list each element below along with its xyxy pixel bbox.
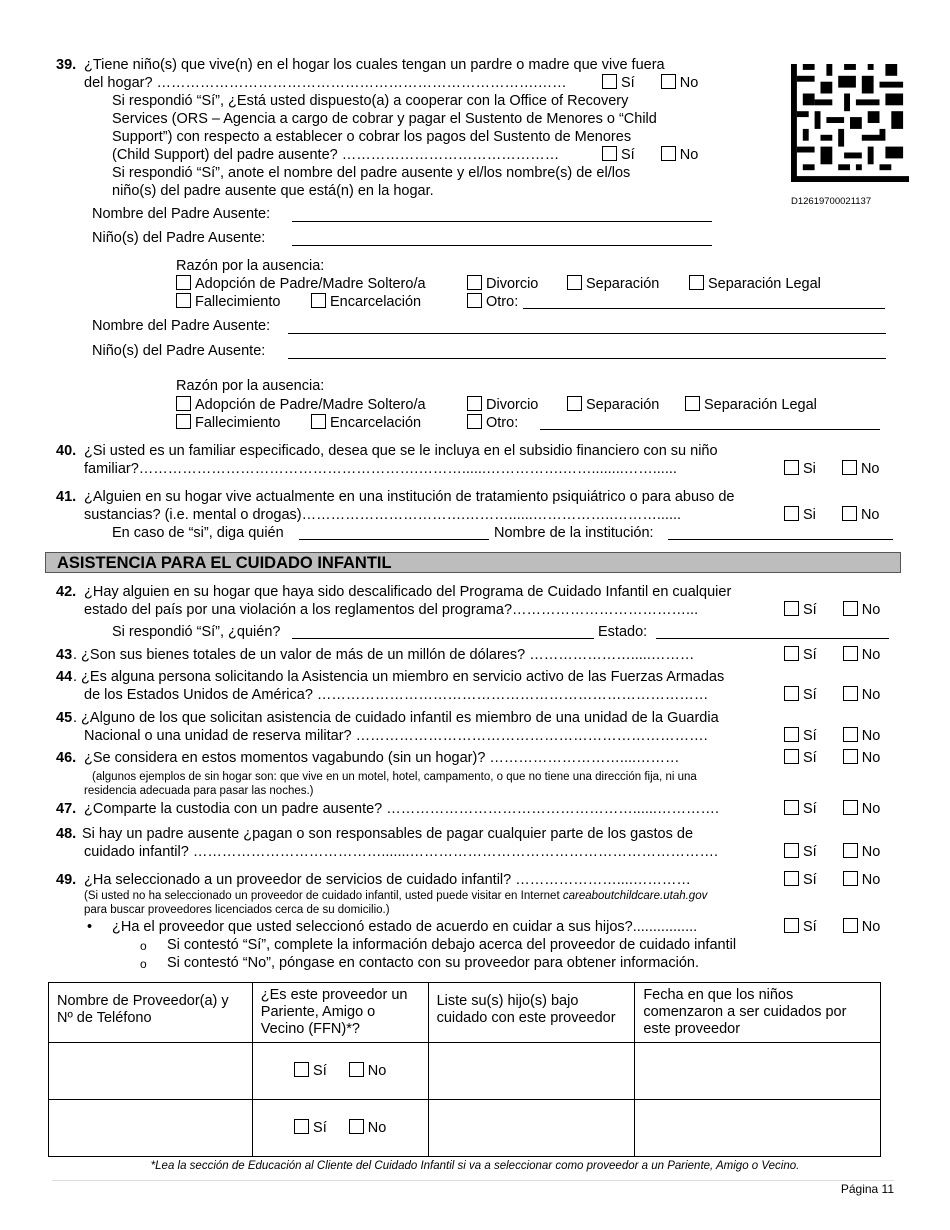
- reason-separation-label-2: Separación: [586, 397, 660, 413]
- q48-no-checkbox[interactable]: [843, 843, 858, 858]
- q41-number: 41.: [56, 489, 77, 505]
- reason-adoption-checkbox-2[interactable]: [176, 396, 191, 411]
- q49-bullet-text: ¿Ha el proveedor que usted seleccionó estado de acuerdo en cuidar a sus hijos?................: [112, 919, 698, 935]
- q40-line1: ¿Si usted es un familiar especificado, desea que se le incluya en el subsidio financiero con su niño: [84, 443, 718, 459]
- reason-death-1: [176, 293, 280, 311]
- reason-incarceration-checkbox-1[interactable]: [311, 293, 326, 308]
- q39-cooperate-no-label: No: [679, 147, 699, 163]
- ffn-yes-label-1: Sí: [313, 1063, 327, 1079]
- reason-divorce-label-1: Divorcio: [486, 276, 539, 292]
- q40-yes-no: [784, 460, 879, 478]
- header-provider-name: [49, 983, 253, 1043]
- q39-sub4: (Child Support) del padre ausente? ………………………………………: [112, 147, 560, 163]
- reason-other-field-2[interactable]: [540, 429, 880, 430]
- q42-no-label: No: [861, 602, 881, 618]
- q49-sub2: Si contestó “No”, póngase en contacto con su proveedor para obtener información.: [167, 955, 699, 971]
- header-start-date: [635, 983, 881, 1043]
- header-children: [428, 983, 635, 1043]
- q39-cooperate-no-checkbox[interactable]: [661, 146, 676, 161]
- q46-note2: residencia adecuada para pasar las noches.): [84, 785, 314, 797]
- absence-reason-label-1: Razón por la ausencia:: [176, 258, 325, 274]
- q40-yes-label: Si: [803, 461, 816, 477]
- q46-yes-label: Sí: [803, 750, 817, 766]
- reason-other-field-1[interactable]: [523, 308, 885, 309]
- reason-divorce-1: [467, 275, 538, 293]
- reason-incarceration-checkbox-2[interactable]: [311, 414, 326, 429]
- reason-other-2: [467, 414, 518, 432]
- reason-separation-2: [567, 396, 659, 414]
- section-title: ASISTENCIA PARA EL CUIDADO INFANTIL: [57, 554, 392, 572]
- absent-parent-children-label-2: Niño(s) del Padre Ausente:: [92, 343, 266, 359]
- reason-legal-separation-label-1: Separación Legal: [708, 276, 821, 292]
- q49-sub1: Si contestó “Sí”, complete la información debajo acerca del proveedor de cuidado infantil: [167, 937, 737, 953]
- reason-incarceration-label-2: Encarcelación: [330, 415, 422, 431]
- q43-no-checkbox[interactable]: [843, 646, 858, 661]
- q48-line1: Si hay un padre ausente ¿pagan o son responsables de pagar cualquier parte de los gastos de: [82, 826, 694, 842]
- ffn-yes-checkbox-1[interactable]: [294, 1062, 309, 1077]
- q42-who-field[interactable]: [292, 638, 594, 639]
- absent-parent-name-field-2[interactable]: [288, 333, 886, 334]
- q46-no-checkbox[interactable]: [843, 749, 858, 764]
- reason-other-1: [467, 293, 518, 311]
- q43-yes-no: [784, 646, 880, 664]
- reason-adoption-label-1: Adopción de Padre/Madre Soltero/a: [195, 276, 426, 292]
- q47-yes-label: Sí: [803, 801, 817, 817]
- q41-line1: ¿Alguien en su hogar vive actualmente en una institución de tratamiento psiquiátrico o para abuso de: [84, 489, 735, 505]
- q39-yes-no: [602, 74, 698, 92]
- q49-bullet-no-label: No: [861, 919, 881, 935]
- absent-parent-children-field-2[interactable]: [288, 358, 886, 359]
- header-children-text: Liste su(s) hijo(s) bajo cuidado con este proveedor: [436, 993, 616, 1026]
- provider-name-cell-1[interactable]: [49, 1043, 253, 1100]
- q41-yes-checkbox[interactable]: [784, 506, 799, 521]
- absent-parent-children-label-1: Niño(s) del Padre Ausente:: [92, 230, 266, 246]
- q48-yes-no: [784, 843, 880, 861]
- q41-yes-no: [784, 506, 879, 524]
- q43-number: 43: [56, 647, 73, 663]
- q49-sub1-marker: o: [140, 939, 147, 953]
- q39-number: 39.: [56, 57, 77, 73]
- q42-state-field[interactable]: [656, 638, 889, 639]
- start-date-cell-1[interactable]: [635, 1043, 881, 1100]
- reason-legal-separation-label-2: Separación Legal: [704, 397, 817, 413]
- q49-sub2-marker: o: [140, 957, 147, 971]
- q39-cooperate-yes-label: Sí: [621, 147, 635, 163]
- q39-no-checkbox[interactable]: [661, 74, 676, 89]
- q39-no-label: No: [679, 75, 699, 91]
- absence-reasons-row1-2: [176, 396, 426, 414]
- ffn-cell-1: [252, 1043, 428, 1100]
- q47-no-checkbox[interactable]: [843, 800, 858, 815]
- q49-number: 49.: [56, 872, 77, 888]
- q42-yes-checkbox[interactable]: [784, 601, 799, 616]
- q42-yes-label: Sí: [803, 602, 817, 618]
- q49-bullet-yes-no: [784, 918, 880, 936]
- header-start-date-text: Fecha en que los niños comenzaron a ser cuidados por este proveedor: [643, 987, 847, 1037]
- q42-number: 42.: [56, 584, 77, 600]
- q46-yes-checkbox[interactable]: [784, 749, 799, 764]
- absent-parent-name-label-1: Nombre del Padre Ausente:: [92, 206, 271, 222]
- q39-line1: ¿Tiene niño(s) que vive(n) en el hogar los cuales tengan un pardre o madre que vive fuera: [84, 57, 665, 73]
- reason-incarceration-2: [311, 414, 421, 432]
- q43-yes-label: Sí: [803, 647, 817, 663]
- q45-no-checkbox[interactable]: [843, 727, 858, 742]
- q49-no-label: No: [861, 872, 881, 888]
- q42-no-checkbox[interactable]: [843, 601, 858, 616]
- ffn-no-label-2: No: [367, 1120, 387, 1136]
- q49-text: ¿Ha seleccionado a un proveedor de servicios de cuidado infantil? …………………....…………: [84, 872, 691, 888]
- q41-institution-field[interactable]: [668, 539, 893, 540]
- q43-text: . ¿Son sus bienes totales de un valor de más de un millón de dólares? ………………….....………: [73, 647, 695, 663]
- q45-number: 45: [56, 710, 73, 726]
- absence-reason-label-2: Razón por la ausencia:: [176, 378, 325, 394]
- provider-name-cell-2[interactable]: [49, 1100, 253, 1157]
- q49-yes-label: Sí: [803, 872, 817, 888]
- q48-line2: cuidado infantil? ………………………………….......……………………………………………………….: [84, 844, 719, 860]
- footnote: *Lea la sección de Educación al Cliente del Cuidado Infantil si va a seleccionar como proveedor a un Pariente, Amigo o Vecino.: [150, 1160, 800, 1172]
- q45-line1: . ¿Alguno de los que solicitan asistencia de cuidado infantil es miembro de una unidad de la Guardia: [73, 710, 719, 726]
- q39-line2: del hogar? …………………………………………………………………….……: [84, 75, 567, 91]
- reason-death-label-1: Fallecimiento: [195, 294, 281, 310]
- q49-yes-no: [784, 871, 880, 889]
- absent-parent-name-label-2: Nombre del Padre Ausente:: [92, 318, 271, 334]
- q49-note1-text: (Si usted no ha seleccionado un proveedor de cuidado infantil, usted puede visitar en Internet: [84, 890, 563, 902]
- absent-parent-children-field-1[interactable]: [292, 245, 712, 246]
- q40-no-label: No: [860, 461, 880, 477]
- q48-yes-label: Sí: [803, 844, 817, 860]
- q48-number: 48.: [56, 826, 77, 842]
- section-header-childcare: [45, 552, 901, 573]
- reason-death-checkbox-2[interactable]: [176, 414, 191, 429]
- q43-yes-checkbox[interactable]: [784, 646, 799, 661]
- header-ffn-text: ¿Es este proveedor un Pariente, Amigo o Vecino (FFN)*?: [260, 987, 408, 1037]
- ffn-yes-checkbox-2[interactable]: [294, 1119, 309, 1134]
- q41-no-checkbox[interactable]: [842, 506, 857, 521]
- q46-no-label: No: [861, 750, 881, 766]
- q39-sub6: niño(s) del padre ausente que está(n) en la hogar.: [112, 183, 434, 199]
- q41-who-field[interactable]: [299, 539, 489, 540]
- q42-yes-no: [784, 601, 880, 619]
- reason-death-2: [176, 414, 280, 432]
- q46-number: 46.: [56, 750, 77, 766]
- q49-bullet-no-checkbox[interactable]: [843, 918, 858, 933]
- reason-incarceration-1: [311, 293, 421, 311]
- q46-text: ¿Se considera en estos momentos vagabundo (sin un hogar)? ………………………....………: [84, 750, 680, 766]
- table-row: [49, 1100, 881, 1157]
- q39-cooperate-yes-no: [602, 146, 698, 164]
- reason-legal-separation-1: [689, 275, 821, 293]
- q40-line2: familiar?………………………………………………….………......…………….……........……......: [84, 461, 677, 477]
- q39-sub1: Si respondió “Sí”, ¿Está usted dispuesto(a) a cooperar con la Office of Recovery: [112, 93, 629, 109]
- provider-table: [48, 982, 881, 1157]
- q45-yes-no: [784, 727, 880, 745]
- reason-adoption-checkbox-1[interactable]: [176, 275, 191, 290]
- ffn-yes-label-2: Sí: [313, 1120, 327, 1136]
- q40-yes-checkbox[interactable]: [784, 460, 799, 475]
- q44-yes-no: [784, 686, 880, 704]
- q49-note-link[interactable]: careaboutchildcare.utah.gov: [562, 890, 708, 902]
- barcode: [790, 64, 910, 182]
- q42-state-label: Estado:: [598, 624, 648, 640]
- q49-bullet-yes-label: Sí: [803, 919, 817, 935]
- header-ffn: [252, 983, 428, 1043]
- q45-yes-label: Sí: [803, 728, 817, 744]
- q47-number: 47.: [56, 801, 77, 817]
- reason-separation-checkbox-1[interactable]: [567, 275, 582, 290]
- header-provider-name-text: Nombre de Proveedor(a) y Nº de Teléfono: [57, 993, 229, 1026]
- q42-who-label: Si respondió “Sí”, ¿quién?: [112, 624, 281, 640]
- q48-yes-checkbox[interactable]: [784, 843, 799, 858]
- reason-legal-separation-checkbox-1[interactable]: [689, 275, 704, 290]
- q43-no-label: No: [861, 647, 881, 663]
- q39-yes-label: Sí: [621, 75, 635, 91]
- q44-line1: . ¿Es alguna persona solicitando la Asistencia un miembro en servicio activo de las Fuerzas Armadas: [73, 669, 725, 685]
- reason-other-label-2: Otro:: [486, 415, 519, 431]
- q41-line2: sustancias? (i.e. mental o drogas)…………………………….………......……………..………......: [84, 507, 682, 523]
- q45-no-label: No: [861, 728, 881, 744]
- q49-yes-checkbox[interactable]: [784, 871, 799, 886]
- q40-number: 40.: [56, 443, 77, 459]
- children-cell-2[interactable]: [428, 1100, 635, 1157]
- q49-note1: [84, 889, 707, 903]
- q39-cooperate-yes-checkbox[interactable]: [602, 146, 617, 161]
- reason-divorce-checkbox-1[interactable]: [467, 275, 482, 290]
- q40-no-checkbox[interactable]: [842, 460, 857, 475]
- q47-yes-checkbox[interactable]: [784, 800, 799, 815]
- page-number: Página 11: [840, 1182, 894, 1196]
- q44-line2: de los Estados Unidos de América? ………………………………………………………………………: [84, 687, 709, 703]
- absent-parent-name-field-1[interactable]: [292, 221, 712, 222]
- reason-separation-checkbox-2[interactable]: [567, 396, 582, 411]
- reason-divorce-2: [467, 396, 538, 414]
- ffn-no-checkbox-2[interactable]: [349, 1119, 364, 1134]
- reason-legal-separation-2: [685, 396, 817, 414]
- q42-line2: estado del país por una violación a los reglamentos del programa?………………………………...: [84, 602, 699, 618]
- q41-no-label: No: [860, 507, 880, 523]
- q47-text: ¿Comparte la custodia con un padre ausente? ……………………………………………......………….: [84, 801, 719, 817]
- q46-note1: (algunos ejemplos de sin hogar son: que vive en un motel, hotel, campamento, o que no tiene una dirección fija, ni una: [92, 771, 697, 783]
- reason-other-label-1: Otro:: [486, 294, 519, 310]
- reason-adoption-label-2: Adopción de Padre/Madre Soltero/a: [195, 397, 426, 413]
- ffn-no-checkbox-1[interactable]: [349, 1062, 364, 1077]
- q47-no-label: No: [861, 801, 881, 817]
- barcode-text: D12619700021137: [791, 196, 872, 207]
- reason-divorce-label-2: Divorcio: [486, 397, 539, 413]
- table-row: [49, 1043, 881, 1100]
- q45-yes-checkbox[interactable]: [784, 727, 799, 742]
- reason-incarceration-label-1: Encarcelación: [330, 294, 422, 310]
- start-date-cell-2[interactable]: [635, 1100, 881, 1157]
- q44-no-label: No: [861, 687, 881, 703]
- q44-yes-label: Sí: [803, 687, 817, 703]
- ffn-no-label-1: No: [367, 1063, 387, 1079]
- reason-death-checkbox-1[interactable]: [176, 293, 191, 308]
- q41-institution-label: Nombre de la institución:: [494, 525, 654, 541]
- q41-yes-label: Si: [803, 507, 816, 523]
- q44-number: 44: [56, 669, 73, 685]
- q44-yes-checkbox[interactable]: [784, 686, 799, 701]
- q46-yes-no: [784, 749, 880, 767]
- footer-divider: [52, 1180, 894, 1181]
- q49-no-checkbox[interactable]: [843, 871, 858, 886]
- q44-no-checkbox[interactable]: [843, 686, 858, 701]
- reason-separation-label-1: Separación: [586, 276, 660, 292]
- q49-note2: para buscar proveedores licenciados cerca de su domicilio.): [84, 904, 390, 916]
- q39-sub5: Si respondió “Sí”, anote el nombre del padre ausente y el/los nombre(s) de el/los: [112, 165, 631, 181]
- q39-sub2: Services (ORS – Agencia a cargo de cobrar y pagar el Sustento de Menores o “Child: [112, 111, 657, 127]
- q45-line2: Nacional o una unidad de reserva militar? ……………………………………………………………….: [84, 728, 708, 744]
- q42-line1: ¿Hay alguien en su hogar que haya sido descalificado del Programa de Cuidado Infantil en cualquier: [84, 584, 732, 600]
- q39-yes-checkbox[interactable]: [602, 74, 617, 89]
- reason-death-label-2: Fallecimiento: [195, 415, 281, 431]
- q49-bullet-yes-checkbox[interactable]: [784, 918, 799, 933]
- children-cell-1[interactable]: [428, 1043, 635, 1100]
- q39-sub3: Support”) con respecto a establecer o cobrar los pagos del Sustento de Menores: [112, 129, 632, 145]
- reason-other-checkbox-2[interactable]: [467, 414, 482, 429]
- reason-divorce-checkbox-2[interactable]: [467, 396, 482, 411]
- q47-yes-no: [784, 800, 880, 818]
- q41-who-label: En caso de “si”, diga quién: [112, 525, 284, 541]
- reason-other-checkbox-1[interactable]: [467, 293, 482, 308]
- absence-reasons-row1-1: [176, 275, 426, 293]
- reason-legal-separation-checkbox-2[interactable]: [685, 396, 700, 411]
- ffn-cell-2: [252, 1100, 428, 1157]
- reason-separation-1: [567, 275, 659, 293]
- q48-no-label: No: [861, 844, 881, 860]
- q49-bullet-dot: •: [87, 919, 93, 935]
